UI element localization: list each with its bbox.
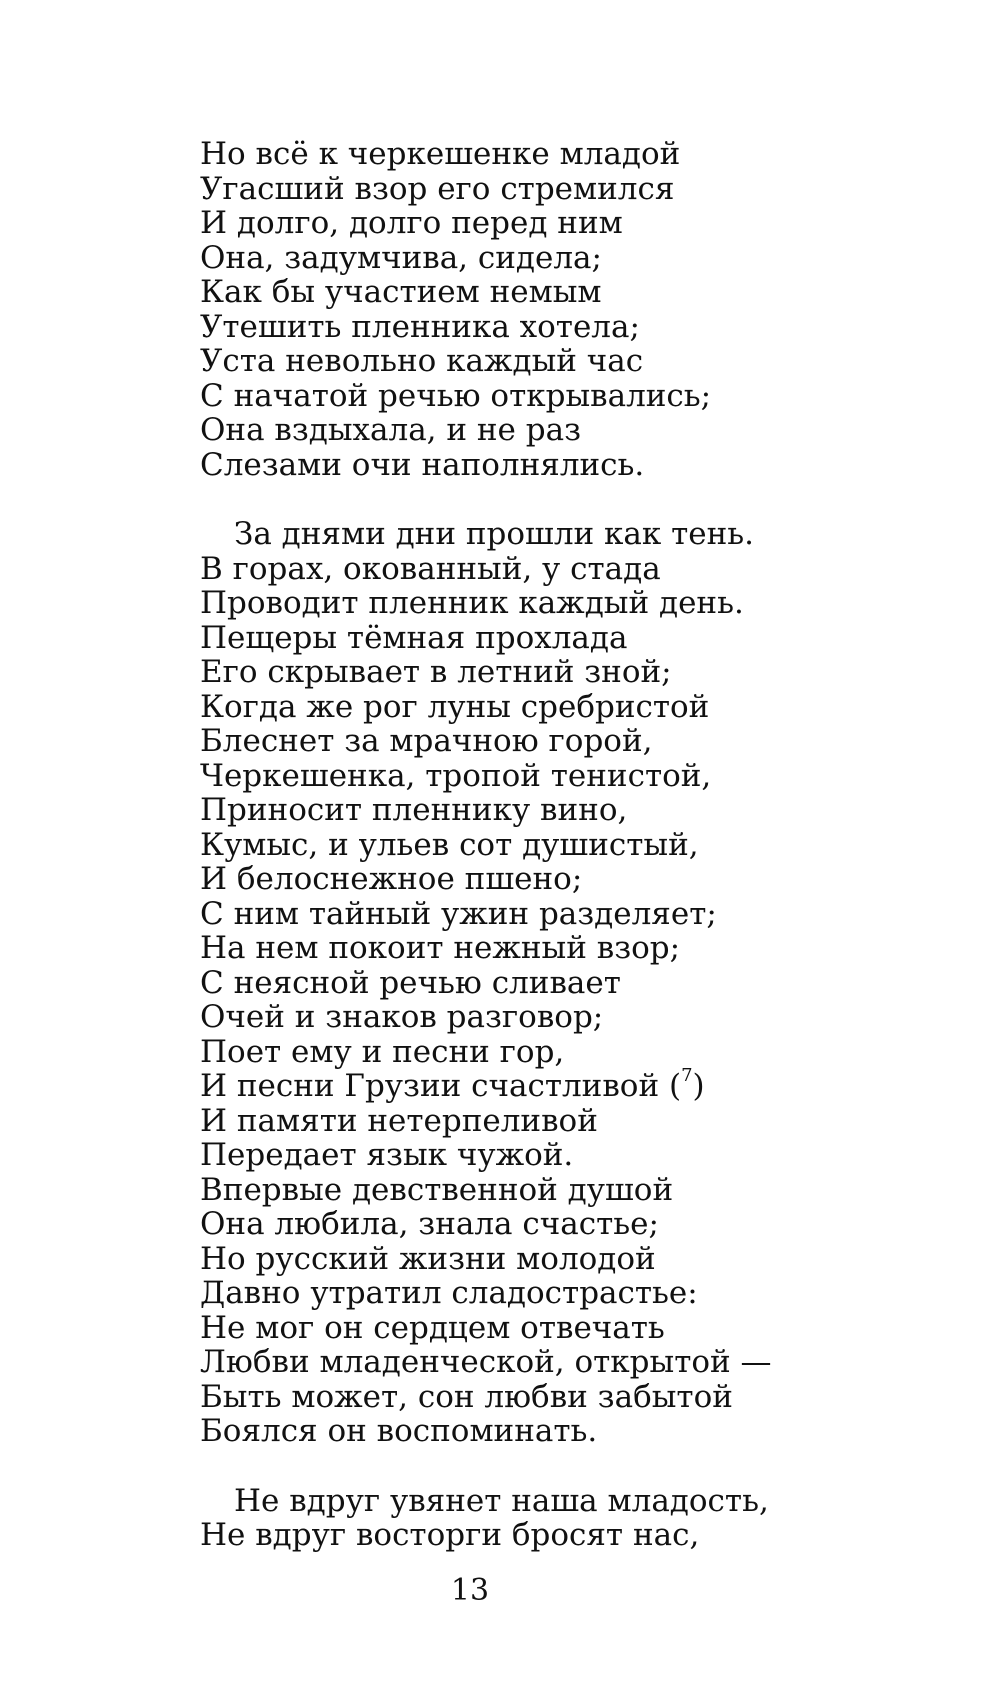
stanza-1 <box>200 137 960 482</box>
verse-line: Пещеры тёмная прохлада <box>200 619 628 656</box>
verse-line: Очей и знаков разговор; <box>200 999 604 1035</box>
verse-line: Но русский жизни молодой <box>200 1240 656 1277</box>
verse-line-with-footnote <box>200 1064 960 1104</box>
verse-line: Она вздыхала, и не раз <box>200 412 581 448</box>
verse-line: И памяти нетерпеливой <box>200 1102 598 1139</box>
page-number: 13 <box>450 1573 490 1608</box>
verse-line: Не вдруг увянет наша младость, <box>234 1482 769 1519</box>
verse-line: В горах, окованный, у стада <box>200 550 661 587</box>
verse-line: Проводит пленник каждый день. <box>200 585 744 621</box>
verse-line: Угасший взор его стремился <box>200 170 675 207</box>
footnote-reference[interactable]: 7 <box>681 1064 693 1086</box>
verse-line: Когда же рог луны сребристой <box>200 688 710 725</box>
poem-page <box>200 137 960 1553</box>
stanza-3 <box>200 1484 960 1553</box>
footnote-close-paren: ) <box>692 1068 705 1104</box>
verse-line-text: И песни Грузии счастливой ( <box>200 1068 682 1104</box>
verse-line: Она, задумчива, сидела; <box>200 239 602 276</box>
verse-line: И долго, долго перед ним <box>200 205 623 241</box>
verse-line: Давно утратил сладострастье: <box>200 1275 698 1311</box>
stanza-gap <box>200 482 960 517</box>
verse-line: Его скрывает в летний зной; <box>200 654 672 690</box>
verse-line: На нем покоит нежный взор; <box>200 930 681 966</box>
stanza-2 <box>200 517 960 1449</box>
verse-line: Поет ему и песни гор, <box>200 1033 565 1070</box>
verse-line: Впервые девственной душой <box>200 1171 674 1208</box>
verse-line: Она любила, знала счастье; <box>200 1206 659 1242</box>
verse-line: Не мог он сердцем отвечать <box>200 1309 665 1346</box>
verse-line: Слезами очи наполнялись. <box>200 446 645 483</box>
verse-line: Уста невольно каждый час <box>200 343 644 379</box>
verse-line: С начатой речью открывались; <box>200 377 712 414</box>
verse-line: Но всё к черкешенке младой <box>200 136 681 172</box>
verse-line: С ним тайный ужин разделяет; <box>200 895 717 932</box>
verse-line: Боялся он воспоминать. <box>200 1413 598 1449</box>
verse-line: Как бы участием немым <box>200 274 602 310</box>
verse-line: За днями дни прошли как тень. <box>234 516 755 552</box>
verse-line: Передает язык чужой. <box>200 1137 574 1173</box>
verse-line: Блеснет за мрачною горой, <box>200 723 653 759</box>
verse-line: Приносит пленнику вино, <box>200 792 628 828</box>
verse-line: Утешить пленника хотела; <box>200 308 640 345</box>
verse-line: С неясной речью сливает <box>200 964 621 1001</box>
verse-line: И белоснежное пшено; <box>200 861 583 897</box>
verse-line: Любви младенческой, открытой — <box>200 1344 772 1380</box>
verse-line: Быть может, сон любви забытой <box>200 1378 733 1415</box>
verse-line: Черкешенка, тропой тенистой, <box>200 757 712 794</box>
stanza-gap <box>200 1449 960 1484</box>
verse-line: Не вдруг восторги бросят нас, <box>200 1517 700 1553</box>
verse-line: Кумыс, и ульев сот душистый, <box>200 826 699 863</box>
